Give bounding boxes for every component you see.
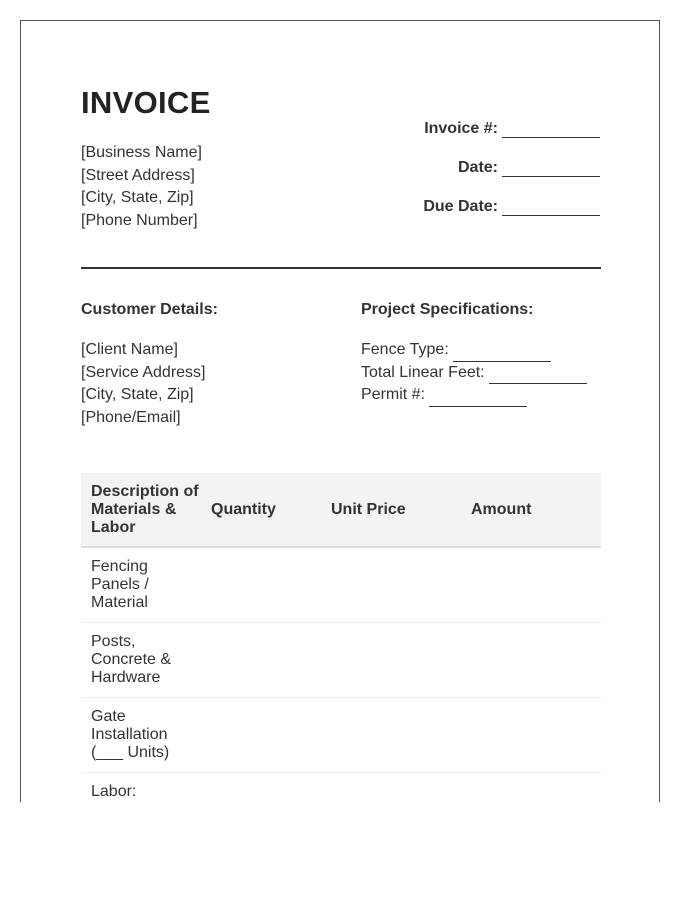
business-city: [City, State, Zip]: [81, 189, 194, 206]
row-unit-price[interactable]: [321, 633, 461, 697]
row-quantity[interactable]: [201, 783, 321, 802]
date-label: Date:: [457, 159, 498, 176]
business-info: [81, 142, 202, 232]
service-address: [Service Address]: [81, 363, 206, 381]
table-row: [81, 773, 601, 802]
client-city: [City, State, Zip]: [81, 386, 194, 403]
customer-details-heading: Customer Details:: [81, 301, 218, 318]
date-blank[interactable]: [502, 162, 600, 177]
row-amount[interactable]: [461, 783, 601, 802]
row-description: Labor:: [91, 783, 137, 800]
row-description: Gate Installation (___ Units): [91, 708, 170, 761]
client-contact: [Phone/Email]: [81, 408, 181, 426]
row-quantity[interactable]: [201, 708, 321, 772]
permit-label: Permit #:: [361, 386, 426, 403]
row-quantity[interactable]: [201, 633, 321, 697]
project-specifications-heading: Project Specifications:: [361, 301, 534, 318]
table-row: [81, 698, 601, 773]
row-unit-price[interactable]: [321, 783, 461, 802]
header-amount: Amount: [471, 500, 532, 518]
business-phone: [Phone Number]: [81, 211, 198, 229]
project-specifications: [361, 339, 587, 407]
fence-type-field[interactable]: [361, 339, 587, 362]
invoice-number-field[interactable]: [340, 99, 600, 138]
table-header: [81, 473, 601, 548]
linear-feet-label: Total Linear Feet:: [361, 363, 485, 381]
date-field[interactable]: [340, 138, 600, 177]
header-divider: [81, 267, 601, 269]
row-amount[interactable]: [461, 633, 601, 697]
row-description: Fencing Panels / Material: [91, 558, 149, 611]
row-quantity[interactable]: [201, 558, 321, 622]
business-name: [Business Name]: [81, 144, 202, 161]
row-unit-price[interactable]: [321, 558, 461, 622]
row-description: Posts, Concrete & Hardware: [91, 633, 172, 686]
permit-blank[interactable]: [429, 394, 527, 407]
linear-feet-field[interactable]: [361, 362, 587, 385]
header-quantity: Quantity: [211, 500, 276, 518]
line-items-table: [81, 473, 601, 802]
header-unit-price: Unit Price: [331, 500, 406, 518]
due-date-field[interactable]: [340, 177, 600, 216]
fence-type-label: Fence Type:: [361, 341, 449, 358]
permit-field[interactable]: [361, 384, 587, 407]
header-description: Description of Materials & Labor: [91, 482, 199, 536]
invoice-title: INVOICE: [81, 85, 211, 120]
row-amount[interactable]: [461, 708, 601, 772]
invoice-number-label: Invoice #:: [424, 120, 498, 137]
invoice-number-blank[interactable]: [502, 123, 600, 138]
invoice-page: [20, 20, 660, 802]
client-name: [Client Name]: [81, 341, 178, 358]
table-row: [81, 623, 601, 698]
due-date-blank[interactable]: [502, 201, 600, 216]
invoice-meta: [340, 99, 600, 216]
linear-feet-blank[interactable]: [489, 371, 587, 384]
row-unit-price[interactable]: [321, 708, 461, 772]
due-date-label: Due Date:: [423, 198, 498, 215]
row-amount[interactable]: [461, 558, 601, 622]
fence-type-blank[interactable]: [453, 349, 551, 362]
business-street: [Street Address]: [81, 166, 195, 184]
table-row: [81, 548, 601, 623]
customer-details: [81, 339, 206, 429]
